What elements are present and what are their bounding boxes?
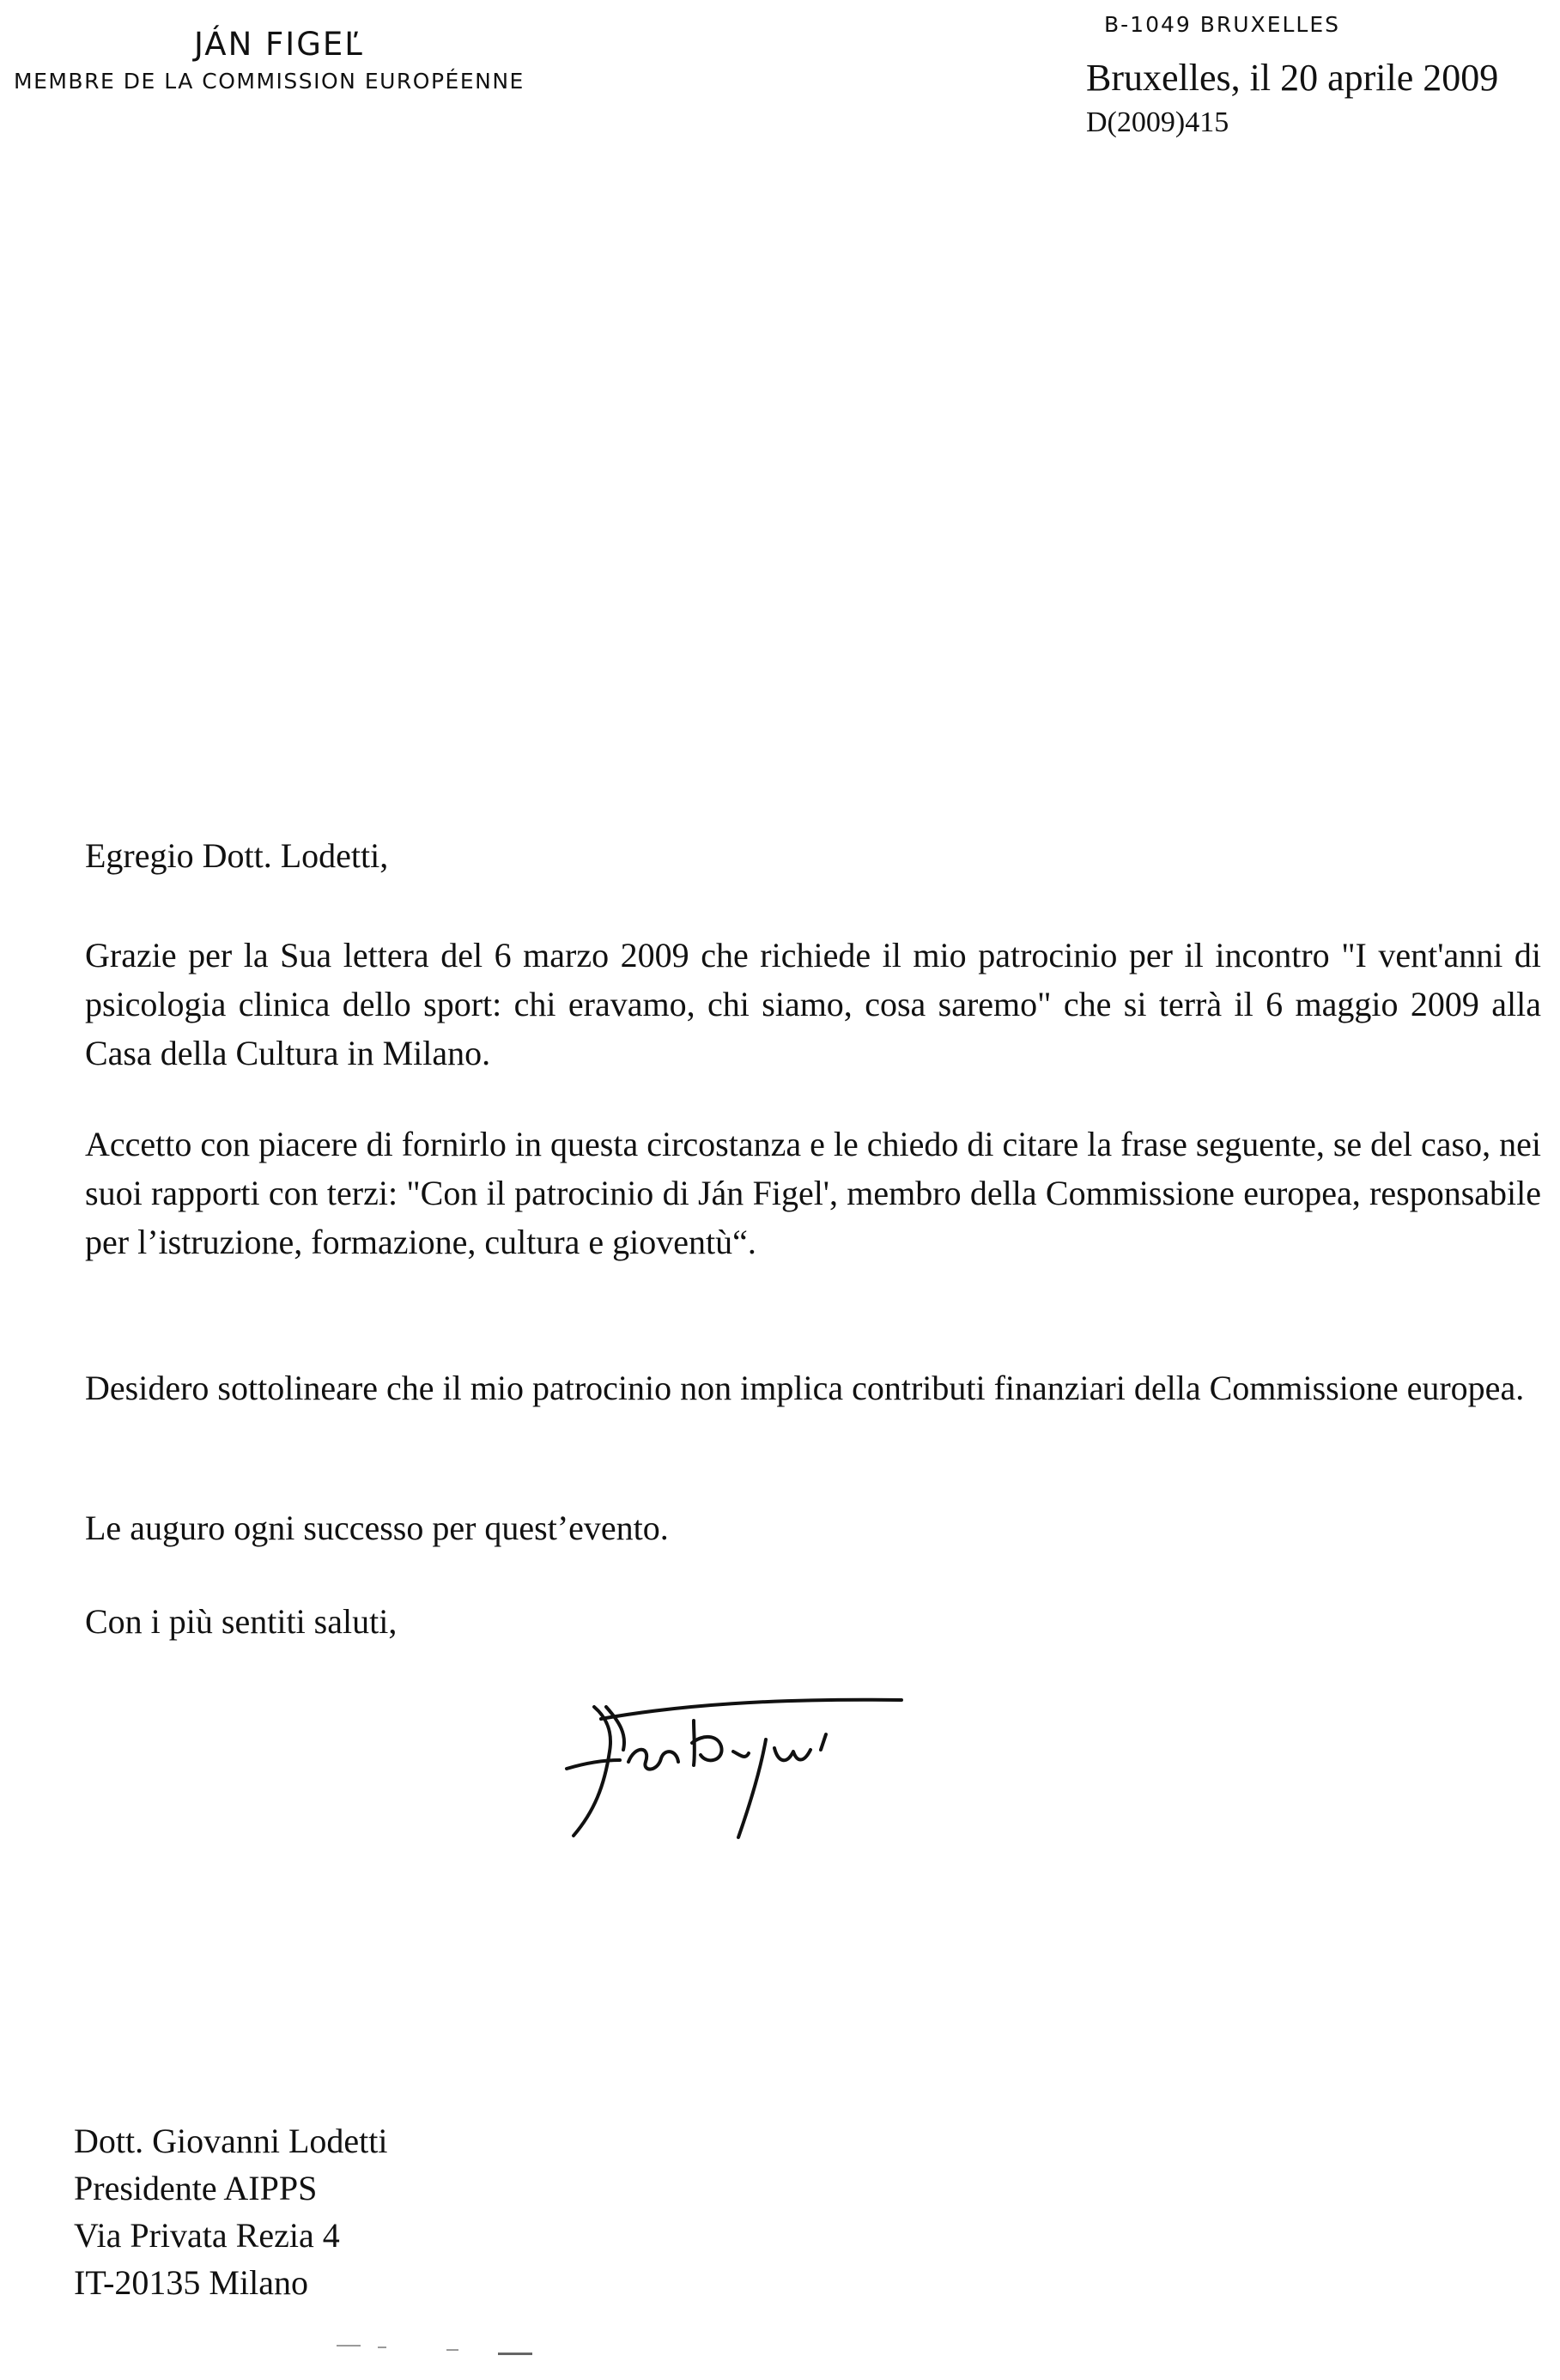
paragraph-request: Grazie per la Sua lettera del 6 marzo 2009 che richiede il mio patrocinio per il incontro "I vent'anni di psicologia clinica dello sport: chi eravamo, chi siamo, cosa saremo" che si terrà il 6 maggio 2009 alla Casa della Cultura in Milano. bbox=[85, 936, 1541, 1072]
recipient-name: Dott. Giovanni Lodetti bbox=[74, 2122, 388, 2160]
paragraph-acceptance: Accetto con piacere di fornirlo in questa circostanza e le chiedo di citare la frase seguente, se del caso, nei suoi rapporti con terzi: "Con il patrocinio di Ján Figel', membro della Commissione europea, responsabile per l’istruzione, formazione, cultura e gioventù“. bbox=[85, 1125, 1541, 1261]
reference-number: D(2009)415 bbox=[1086, 106, 1229, 138]
sender-title: MEMBRE DE LA COMMISSION EUROPÉENNE bbox=[14, 69, 525, 94]
scan-speck bbox=[378, 2347, 386, 2348]
scan-speck bbox=[337, 2345, 361, 2347]
closing: Con i più sentiti saluti, bbox=[85, 1602, 398, 1641]
scan-speck bbox=[498, 2353, 532, 2355]
recipient-city: IT-20135 Milano bbox=[74, 2263, 308, 2302]
paragraph-financial-note: Desidero sottolineare che il mio patrocinio non implica contributi finanziari della Commissione europea. bbox=[85, 1369, 1525, 1407]
scan-speck bbox=[446, 2349, 458, 2351]
sender-name: JÁN FIGEĽ bbox=[194, 26, 364, 63]
signature-image bbox=[549, 1683, 910, 1863]
paragraph-wishes: Le auguro ogni successo per quest’evento. bbox=[85, 1509, 669, 1547]
place-date: Bruxelles, il 20 aprile 2009 bbox=[1086, 57, 1499, 99]
salutation: Egregio Dott. Lodetti, bbox=[85, 836, 389, 875]
recipient-street: Via Privata Rezia 4 bbox=[74, 2216, 340, 2255]
recipient-role: Presidente AIPPS bbox=[74, 2169, 318, 2207]
postal-address: B-1049 BRUXELLES bbox=[1104, 12, 1341, 37]
